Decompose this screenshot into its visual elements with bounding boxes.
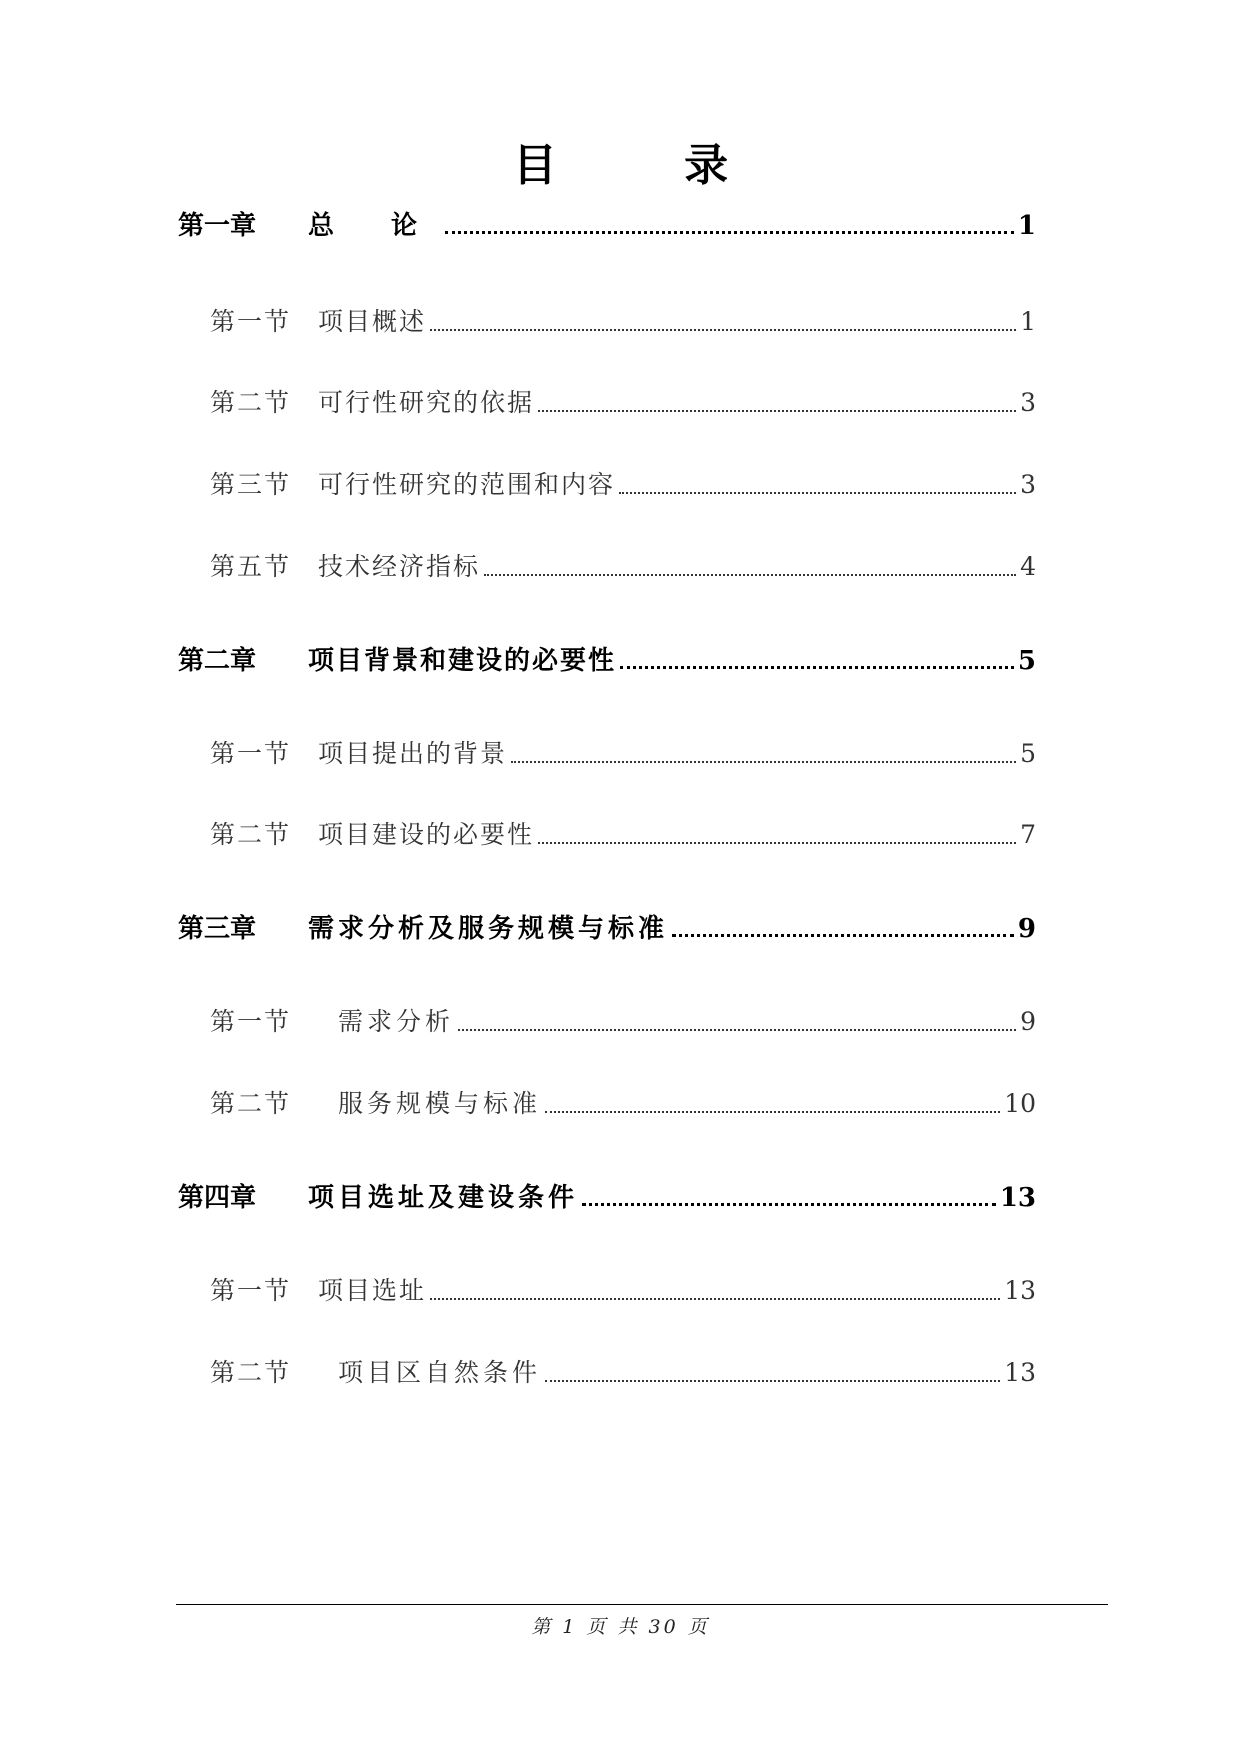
entry-number: 第四章 [178,1183,257,1213]
dot-leader [511,761,1016,763]
entry-title: 项目选址 [318,1276,427,1305]
entry-title: 项目概述 [318,307,427,336]
entry-number: 第五节 [210,552,292,581]
entry-number: 第二节 [210,820,292,849]
toc-entry-section[interactable] [210,383,1036,419]
dot-leader [458,1029,1016,1031]
entry-number: 第一节 [210,1007,292,1036]
entry-page-number: 5 [1017,646,1036,676]
toc-entry-chapter[interactable] [178,205,1036,242]
entry-page-number: 7 [1020,820,1036,849]
entry-title: 可行性研究的依据 [318,388,535,417]
toc-entry-section[interactable] [210,1002,1036,1038]
entry-page-number: 13 [1004,1358,1036,1387]
entry-number: 第二节 [210,1089,292,1118]
entry-number: 第一节 [210,1276,292,1305]
dot-leader [430,1298,1000,1300]
dot-leader [672,934,1014,937]
entry-page-number: 3 [1020,470,1036,499]
toc-entry-section[interactable] [210,734,1036,770]
entry-page-number: 1 [1020,307,1036,336]
dot-leader [538,410,1016,412]
entry-number: 第一节 [210,739,292,768]
toc-entry-section[interactable] [210,465,1036,501]
dot-leader [582,1203,996,1206]
entry-title: 可行性研究的范围和内容 [318,470,616,499]
entry-number: 第二章 [178,646,257,676]
entry-page-number: 13 [999,1183,1036,1213]
entry-page-number: 3 [1020,388,1036,417]
entry-page-number: 4 [1020,552,1036,581]
toc-entry-chapter[interactable] [178,640,1036,677]
entry-page-number: 10 [1004,1089,1036,1118]
toc-entry-section[interactable] [210,1084,1036,1120]
dot-leader [430,329,1016,331]
entry-page-number: 9 [1020,1007,1036,1036]
entry-title: 项目建设的必要性 [318,820,535,849]
dot-leader [619,492,1016,494]
entry-page-number: 5 [1020,739,1036,768]
toc-entry-section[interactable] [210,815,1036,851]
entry-title: 项目选址及建设条件 [308,1183,579,1213]
dot-leader [620,666,1014,669]
entry-title: 总 论 [308,211,442,241]
entry-page-number: 1 [1017,211,1036,241]
toc-entry-section[interactable] [210,1271,1036,1307]
toc-entry-chapter[interactable] [178,908,1036,945]
entry-number: 第二节 [210,388,292,417]
entry-title: 项目区自然条件 [338,1358,542,1387]
entry-number: 第一章 [178,211,257,241]
dot-leader [545,1380,1000,1382]
dot-leader [484,574,1016,576]
page-footer: 第 1 页 共 30 页 [531,1616,710,1638]
footer-divider [176,1604,1108,1605]
entry-title: 需求分析 [338,1007,455,1036]
entry-number: 第三章 [178,914,257,944]
toc-entry-section[interactable] [210,302,1036,338]
dot-leader [538,842,1016,844]
toc-entry-chapter[interactable] [178,1177,1036,1214]
dot-leader [445,231,1014,234]
entry-title: 需求分析及服务规模与标准 [308,914,669,944]
toc-title: 目 录 [512,140,785,191]
entry-title: 技术经济指标 [318,552,481,581]
entry-page-number: 9 [1017,914,1036,944]
entry-title: 项目提出的背景 [318,739,508,768]
entry-number: 第三节 [210,470,292,499]
entry-number: 第二节 [210,1358,292,1387]
toc-entry-section[interactable] [210,547,1036,583]
entry-number: 第一节 [210,307,292,336]
dot-leader [545,1111,1000,1113]
entry-title: 服务规模与标准 [338,1089,542,1118]
entry-page-number: 13 [1004,1276,1036,1305]
toc-entry-section[interactable] [210,1353,1036,1389]
entry-title: 项目背景和建设的必要性 [308,646,617,676]
